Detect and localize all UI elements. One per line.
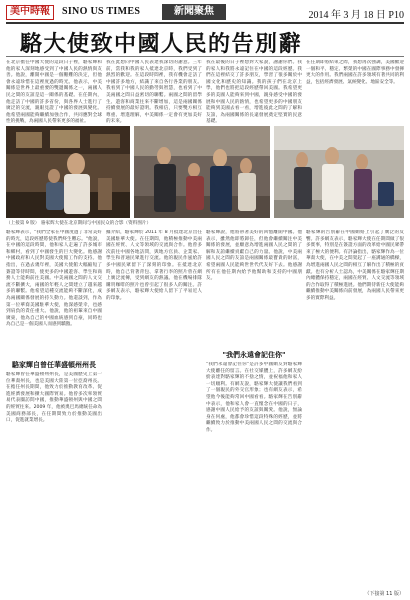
text-column: 我在此想向中國人民表達我深切的謝意。三年前，當我和我的家人抵達北京時，我們受到了熱烈的歡迎。在這段時間裡，我有機會走訪了中國許多地方，結識了來自各行各業的朋友。我看到了中國人民的勤勞與智慧，也看到了中美兩國之間日益密切的聯繫。兩國之間的留學生、遊客和商業往來不斷增加，這是兩國關係持續發展的最好證明。我相信，只要雙方相互尊重、增進理解，中美關係一定會有更加美好的未來。 bbox=[106, 60, 202, 124]
headline-rule bbox=[6, 56, 404, 57]
text-column: 在北京擔任中國大使的這段日子裡，駱家輝和他的家人深刻地感受到了中國人民的熱情與友善。他說，離開中國是一個艱難的決定，但他會永遠珍惜在這裡度過的時光。他表示，中美關係是世界上最重要的雙邊關係之一，兩國人民之間的友誼是這一關係的基礎。在任期內，他走訪了中國的許多省份，與各界人士進行了廣泛的交流，親眼見證了中國的發展與變化。他希望兩國能夠繼續加強合作，共同應對全球性的挑戰，為兩國人民帶來更多的福祉。 bbox=[6, 60, 102, 124]
text-column: "我們永遠會記住你"是許多中國網友對駱家輝大使離任的留言。在社交媒體上，許多網友紛紛表達對駱家輝的不捨之情，並祝福他和家人一切順利。有網友說，駱家輝大使讓我們看到了一個親民的外交官形象；也有網友表示，希望他今後能夠常回中國看看。駱家輝在告別辭中表示，他和家人會一直懷念在中國的日子，感謝中國人民給予的友誼與關愛。他說，無論身在何處，他都會珍惜這段特殊的經歷，並將繼續致力於推動中美兩國人民之間的交流與合作。 bbox=[206, 362, 302, 433]
photo-family-walk bbox=[134, 126, 270, 218]
text-column: 駱家輝的告別辭在中國網絡上引起了廣泛的反響。許多網友表示，駱家輝大使在任期間做了很多實事，特別是在簽證方面的改革給中國民眾帶來了極大的便利。有評論指出，駱家輝作為一位華裔大使，在中美之間架起了一座溝通的橋樑，為增進兩國人民之間的相互了解作出了積極的貢獻。也有分析人士認為，中美關係在駱家輝任期內總體保持穩定，兩國在經貿、人文交流等領域的合作取得了積極進展。他們期待新任大使能夠繼續推動中美關係向前發展，為兩國人民帶來更多的實際利益。 bbox=[306, 230, 404, 301]
headline: 駱大使致中國人民的告別辭 bbox=[20, 32, 303, 57]
section-label: 新聞聚焦 bbox=[162, 4, 226, 20]
text-column: 駱家輝說，他將帶著美好的回憶離開中國。他表示，雖然他即將卸任，但他會繼續關注中美關係的發展，並願意為增進兩國人民之間的了解和友誼繼續貢獻自己的力量。他說，中美兩國人民之間的友誼是兩國關係最寶貴的財富，希望兩國人民能夠世世代代友好下去。他感謝所有在他任期內給予他幫助和支持的中國朋友。 bbox=[206, 230, 302, 282]
header-rule bbox=[6, 22, 404, 24]
masthead bbox=[6, 4, 404, 22]
text-column: 駱家輝曾任華盛頓州州長，是美國歷史上第一位華裔州長，也是美國大陸第一位亞裔州長。在擔任州長期間，他致力於推動教育改革、促進經濟發展和擴大國際貿易。他曾多次率領貿易代表團訪問中國，推動華盛頓州與中國之間的經貿往來。2009 年，他被奧巴馬總統任命為美國商務部長，在任期間致力於推動美國出口，促進就業增長。 bbox=[6, 372, 102, 424]
text-column: 據介紹，駱家輝於 2011 年 8 月抵達北京出任美國駐華大使。在任期間，他積極推動中美兩國在經貿、人文等領域的交流與合作。他曾多次前往中國各地訪問，與地方官員、企業家、學生和普通民眾進行交流。他的親民作風給許多中國民眾留下了深刻的印象。在抵達北京時，他自己背著背包、拿著行李的照片曾在網上廣泛流傳，受到網友的熱議。他在機場排隊購買咖啡的照片也曾引起了很多人的關注。許多網友表示，駱家輝大使給人留下了平易近人的印象。 bbox=[106, 230, 202, 301]
subhead-governor: 駱家輝自曾任華盛頓州州長 bbox=[12, 361, 96, 369]
brand-name-en: SINO US TIMES bbox=[62, 6, 141, 17]
photo-cafe bbox=[6, 126, 130, 218]
text-column: 在任期即將結束之際，我想再次強調，美國歡迎一個和平、穩定、繁榮的中國在國際事務中發揮更大的作用。我們兩國在許多領域有著共同的利益，包括經濟發展、氣候變化、地區安全等。 bbox=[306, 60, 404, 85]
photo-airport bbox=[274, 126, 404, 218]
brand-logo-cn: 美中時報 bbox=[6, 5, 54, 20]
text-column: 駱家輝表示，"我們全家在中國度過了非常美好的時光，這段經歷將使我們終生難忘。"他說，在中國的這段時間，他和家人走遍了許多城市和鄉村，看到了中國發生的巨大變化。他感謝中國政府和人民對美國大使館工作的支持。他指出，在過去幾年裡，美國大使館大幅縮短了簽證等待時間，使更多的中國遊客、學生和商務人士能夠前往美國。中美兩國之間的人文交流不斷擴大，兩國的年輕人之間建立了越來越多的聯繫。他希望這種交流能夠不斷深化，成為兩國關係發展的持久動力。他還談到，作為第一位華裔美國駐華大使，他深感榮幸，也感到肩負的責任重大。他說，他的祖輩來自中國廣東，他為自己的中國血統感到自豪，同時也為自己是一個美國人而感到驕傲。 bbox=[6, 230, 102, 328]
continued-note: （下接第 11 版） bbox=[364, 591, 404, 597]
text-column: 我在最後的日子裡想對大家說，謝謝你們。我的家人和我將永遠記住在中國的這段經歷。我們在這裡結交了許多朋友，學習了很多關於中國文化和歷史的知識。我的孩子們在北京上學，他們也將把這段經歷帶回美國。我希望更多的美國人能夠來到中國，親身感受中國的發展和中國人民的熱情，也希望更多的中國朋友能夠到美國去看一看，增進彼此之間的了解和友誼，為兩國關係的長遠發展奠定堅實的民意基礎。 bbox=[206, 60, 302, 124]
subhead-remember: "我們永遠會記住你" bbox=[222, 351, 286, 359]
date-and-page: 2014 年 3 月 18 日 P10 bbox=[308, 10, 404, 21]
photo-row bbox=[6, 126, 404, 218]
photo-caption: （上接第 9 版） 骆家辉大使在北京期间与中国民众的合影（资料图片） bbox=[6, 221, 152, 226]
